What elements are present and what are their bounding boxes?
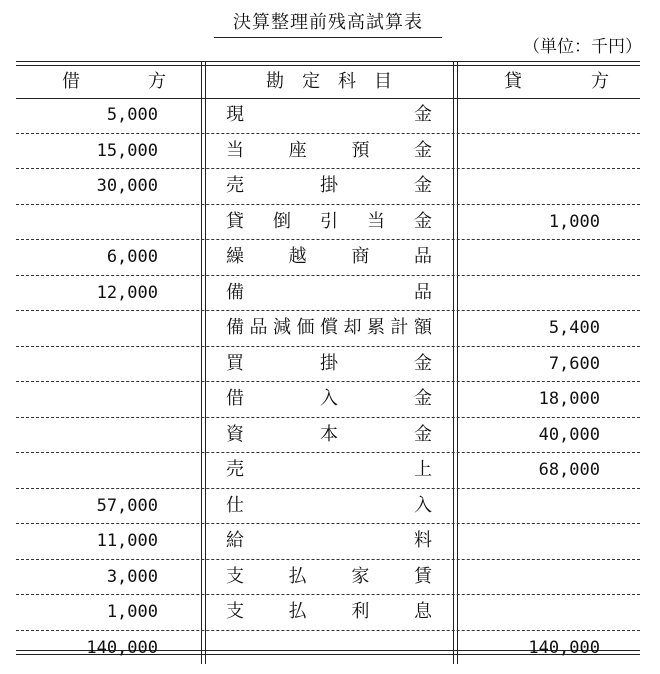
account-char: 本 [320,423,338,445]
debit-amount [16,382,158,416]
account-name [226,311,432,345]
account-char: 貸 [226,210,244,232]
header-debit [16,65,201,98]
table-row [16,205,640,241]
debit-amount: 6,000 [106,247,158,267]
table-row [16,276,640,312]
page-title: 決算整理前残高試算表 [214,8,442,38]
account-name [226,418,432,452]
account-char: 減 [273,317,291,338]
debit-amount: 11,000 [96,531,158,551]
account-char: 倒 [273,210,291,232]
account-char: 金 [414,210,432,232]
account-char: 品 [249,317,268,338]
header-debit-char: 方 [148,71,166,92]
account-name [226,595,432,629]
account-char: 引 [320,210,338,232]
account-char: 商 [351,246,370,267]
debit-amount [16,205,158,239]
header-account-char: 科 [338,71,356,92]
credit-amount [457,489,600,523]
account-char: 備 [226,317,244,338]
account-char: 累 [367,317,385,338]
table-row [16,595,640,631]
header-credit-char: 方 [591,71,609,92]
table-row [16,98,640,134]
credit-amount [457,595,600,629]
credit-amount: 7,600 [548,353,600,374]
account-char: 売 [226,459,244,480]
account-char: 価 [296,317,315,338]
debit-amount: 12,000 [96,282,158,303]
credit-amount [457,169,600,203]
account-name [226,347,432,381]
account-name [226,524,432,558]
credit-amount [457,276,600,310]
table-body [16,98,640,665]
unit-label: （単位：千円） [523,37,642,57]
account-char: 料 [414,530,432,551]
totals-row [16,631,640,665]
account-char: 家 [351,565,370,587]
debit-amount [16,453,158,487]
table-row [16,489,640,525]
debit-amount [16,311,158,345]
account-char: 支 [226,565,244,587]
account-char: 払 [288,601,307,622]
account-char: 上 [414,459,432,480]
account-name [226,98,432,132]
credit-total: 140,000 [528,637,600,658]
account-char: 繰 [226,246,244,267]
account-name [226,276,432,310]
account-char: 買 [226,352,244,374]
account-name [226,489,432,523]
account-char: 賃 [413,565,432,587]
account-char: 座 [288,139,307,161]
account-char: 当 [367,210,385,232]
header-account-char: 目 [374,71,392,92]
account-char: 利 [351,601,370,622]
credit-amount [457,98,600,132]
account-char: 金 [414,352,432,374]
debit-amount: 15,000 [96,140,158,161]
header-credit [457,65,640,98]
credit-amount: 18,000 [538,389,600,409]
table-row [16,382,640,418]
account-name [226,382,432,416]
account-char: 給 [226,530,244,551]
account-char: 資 [226,423,244,445]
account-char: 掛 [320,175,338,196]
account-char: 当 [226,139,244,161]
account-char: 計 [390,317,409,338]
table-row [16,311,640,347]
trial-balance-table [16,61,640,664]
debit-amount: 30,000 [96,176,158,196]
header-credit-char: 貸 [504,71,522,92]
account-name [226,560,432,594]
account-char: 備 [226,281,244,303]
table-row [16,453,640,489]
account-char: 掛 [320,352,338,374]
account-name [226,169,432,203]
account-char: 現 [226,104,244,125]
account-char: 借 [226,388,244,409]
account-char: 入 [414,494,432,516]
header-account-char: 勘 [266,71,284,92]
account-char: 払 [288,565,307,587]
account-char: 却 [343,317,362,338]
table-row [16,524,640,560]
header-debit-char: 借 [62,71,80,92]
account-char: 金 [414,175,432,196]
account-char: 売 [226,175,244,196]
table-row [16,240,640,276]
credit-amount [457,240,600,274]
table-row [16,169,640,205]
account-char: 息 [413,601,432,622]
account-char: 金 [414,423,432,445]
account-char: 償 [320,317,338,338]
credit-amount: 68,000 [538,460,600,480]
header-account-char: 定 [302,71,320,92]
credit-amount: 40,000 [538,424,600,445]
account-char: 金 [413,139,432,161]
account-char: 品 [413,246,432,267]
account-char: 仕 [226,494,244,516]
debit-amount: 1,000 [106,602,158,622]
debit-amount: 57,000 [96,495,158,516]
account-name [226,453,432,487]
header-account [205,65,453,98]
table-row [16,560,640,596]
debit-amount: 5,000 [106,105,158,125]
credit-amount [457,560,600,594]
table-row [16,418,640,454]
account-char: 支 [226,601,244,622]
credit-amount [457,134,600,168]
debit-amount: 3,000 [106,566,158,587]
credit-amount: 5,400 [548,318,600,338]
account-char: 品 [414,281,432,303]
debit-amount [16,347,158,381]
table-row [16,347,640,383]
account-char: 金 [414,104,432,125]
credit-amount [457,524,600,558]
debit-total: 140,000 [86,637,158,658]
credit-amount: 1,000 [548,211,600,232]
account-name [226,134,432,168]
account-name [226,205,432,239]
account-char: 額 [414,317,432,338]
debit-amount [16,418,158,452]
account-char: 越 [288,246,307,267]
account-char: 預 [351,139,370,161]
table-row [16,134,640,170]
top-rule [16,61,640,62]
account-char: 金 [414,388,432,409]
account-name [226,240,432,274]
account-char: 入 [320,388,338,409]
